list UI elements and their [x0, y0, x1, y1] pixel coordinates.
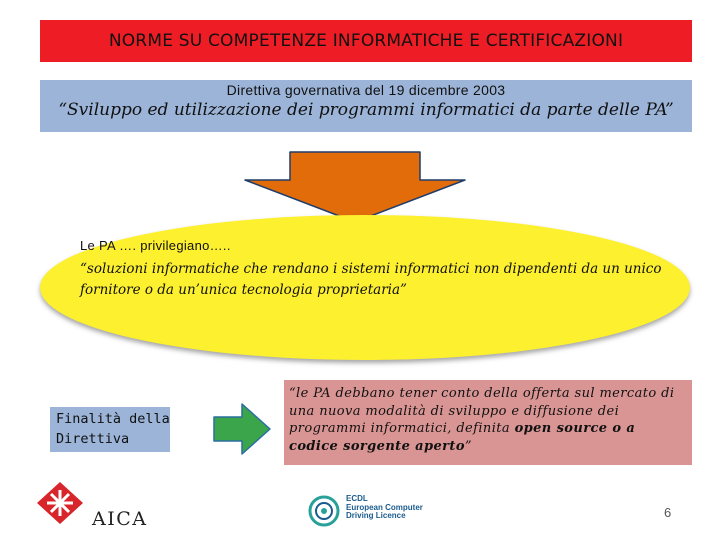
- finalita-line2: Direttiva: [56, 431, 130, 447]
- finalita-label: [56, 409, 174, 449]
- quote-body: “le PA debbano tener conto della offerta sul mercato di una nuova modalità di sviluppo e diffusione dei programmi informatici, definita: [289, 386, 675, 436]
- page-number: 6: [664, 505, 672, 520]
- down-arrow-icon: [240, 150, 470, 225]
- quote-text: [289, 385, 689, 455]
- ecdl-logo-icon: [305, 492, 343, 530]
- slide-title: NORME SU COMPETENZE INFORMATICHE E CERTIFICAZIONI: [40, 20, 692, 62]
- ecdl-line2: European Computer: [346, 502, 423, 512]
- ellipse-intro: Le PA …. privilegiano…..: [80, 238, 231, 253]
- ecdl-text: [346, 495, 423, 521]
- ecdl-line1: ECDL: [346, 494, 368, 503]
- right-arrow-icon: [212, 402, 272, 456]
- finalita-line1: Finalità della: [56, 411, 170, 427]
- directive-box: [40, 80, 692, 132]
- quote-emphasis: open source o a codice sorgente aperto: [289, 421, 636, 454]
- quote-closing: ”: [464, 438, 472, 454]
- directive-title: “Sviluppo ed utilizzazione dei programmi informatici da parte delle PA”: [58, 100, 674, 120]
- directive-date: Direttiva governativa del 19 dicembre 2003: [226, 82, 506, 98]
- aica-name: AICA: [92, 508, 148, 530]
- aica-logo-icon: [35, 481, 85, 525]
- ellipse-quote: “soluzioni informatiche che rendano i sistemi informatici non dipendenti da un unico fornitore o da un’unica tecnologia proprietaria”: [80, 261, 662, 298]
- ecdl-line3: Driving Licence: [346, 511, 406, 520]
